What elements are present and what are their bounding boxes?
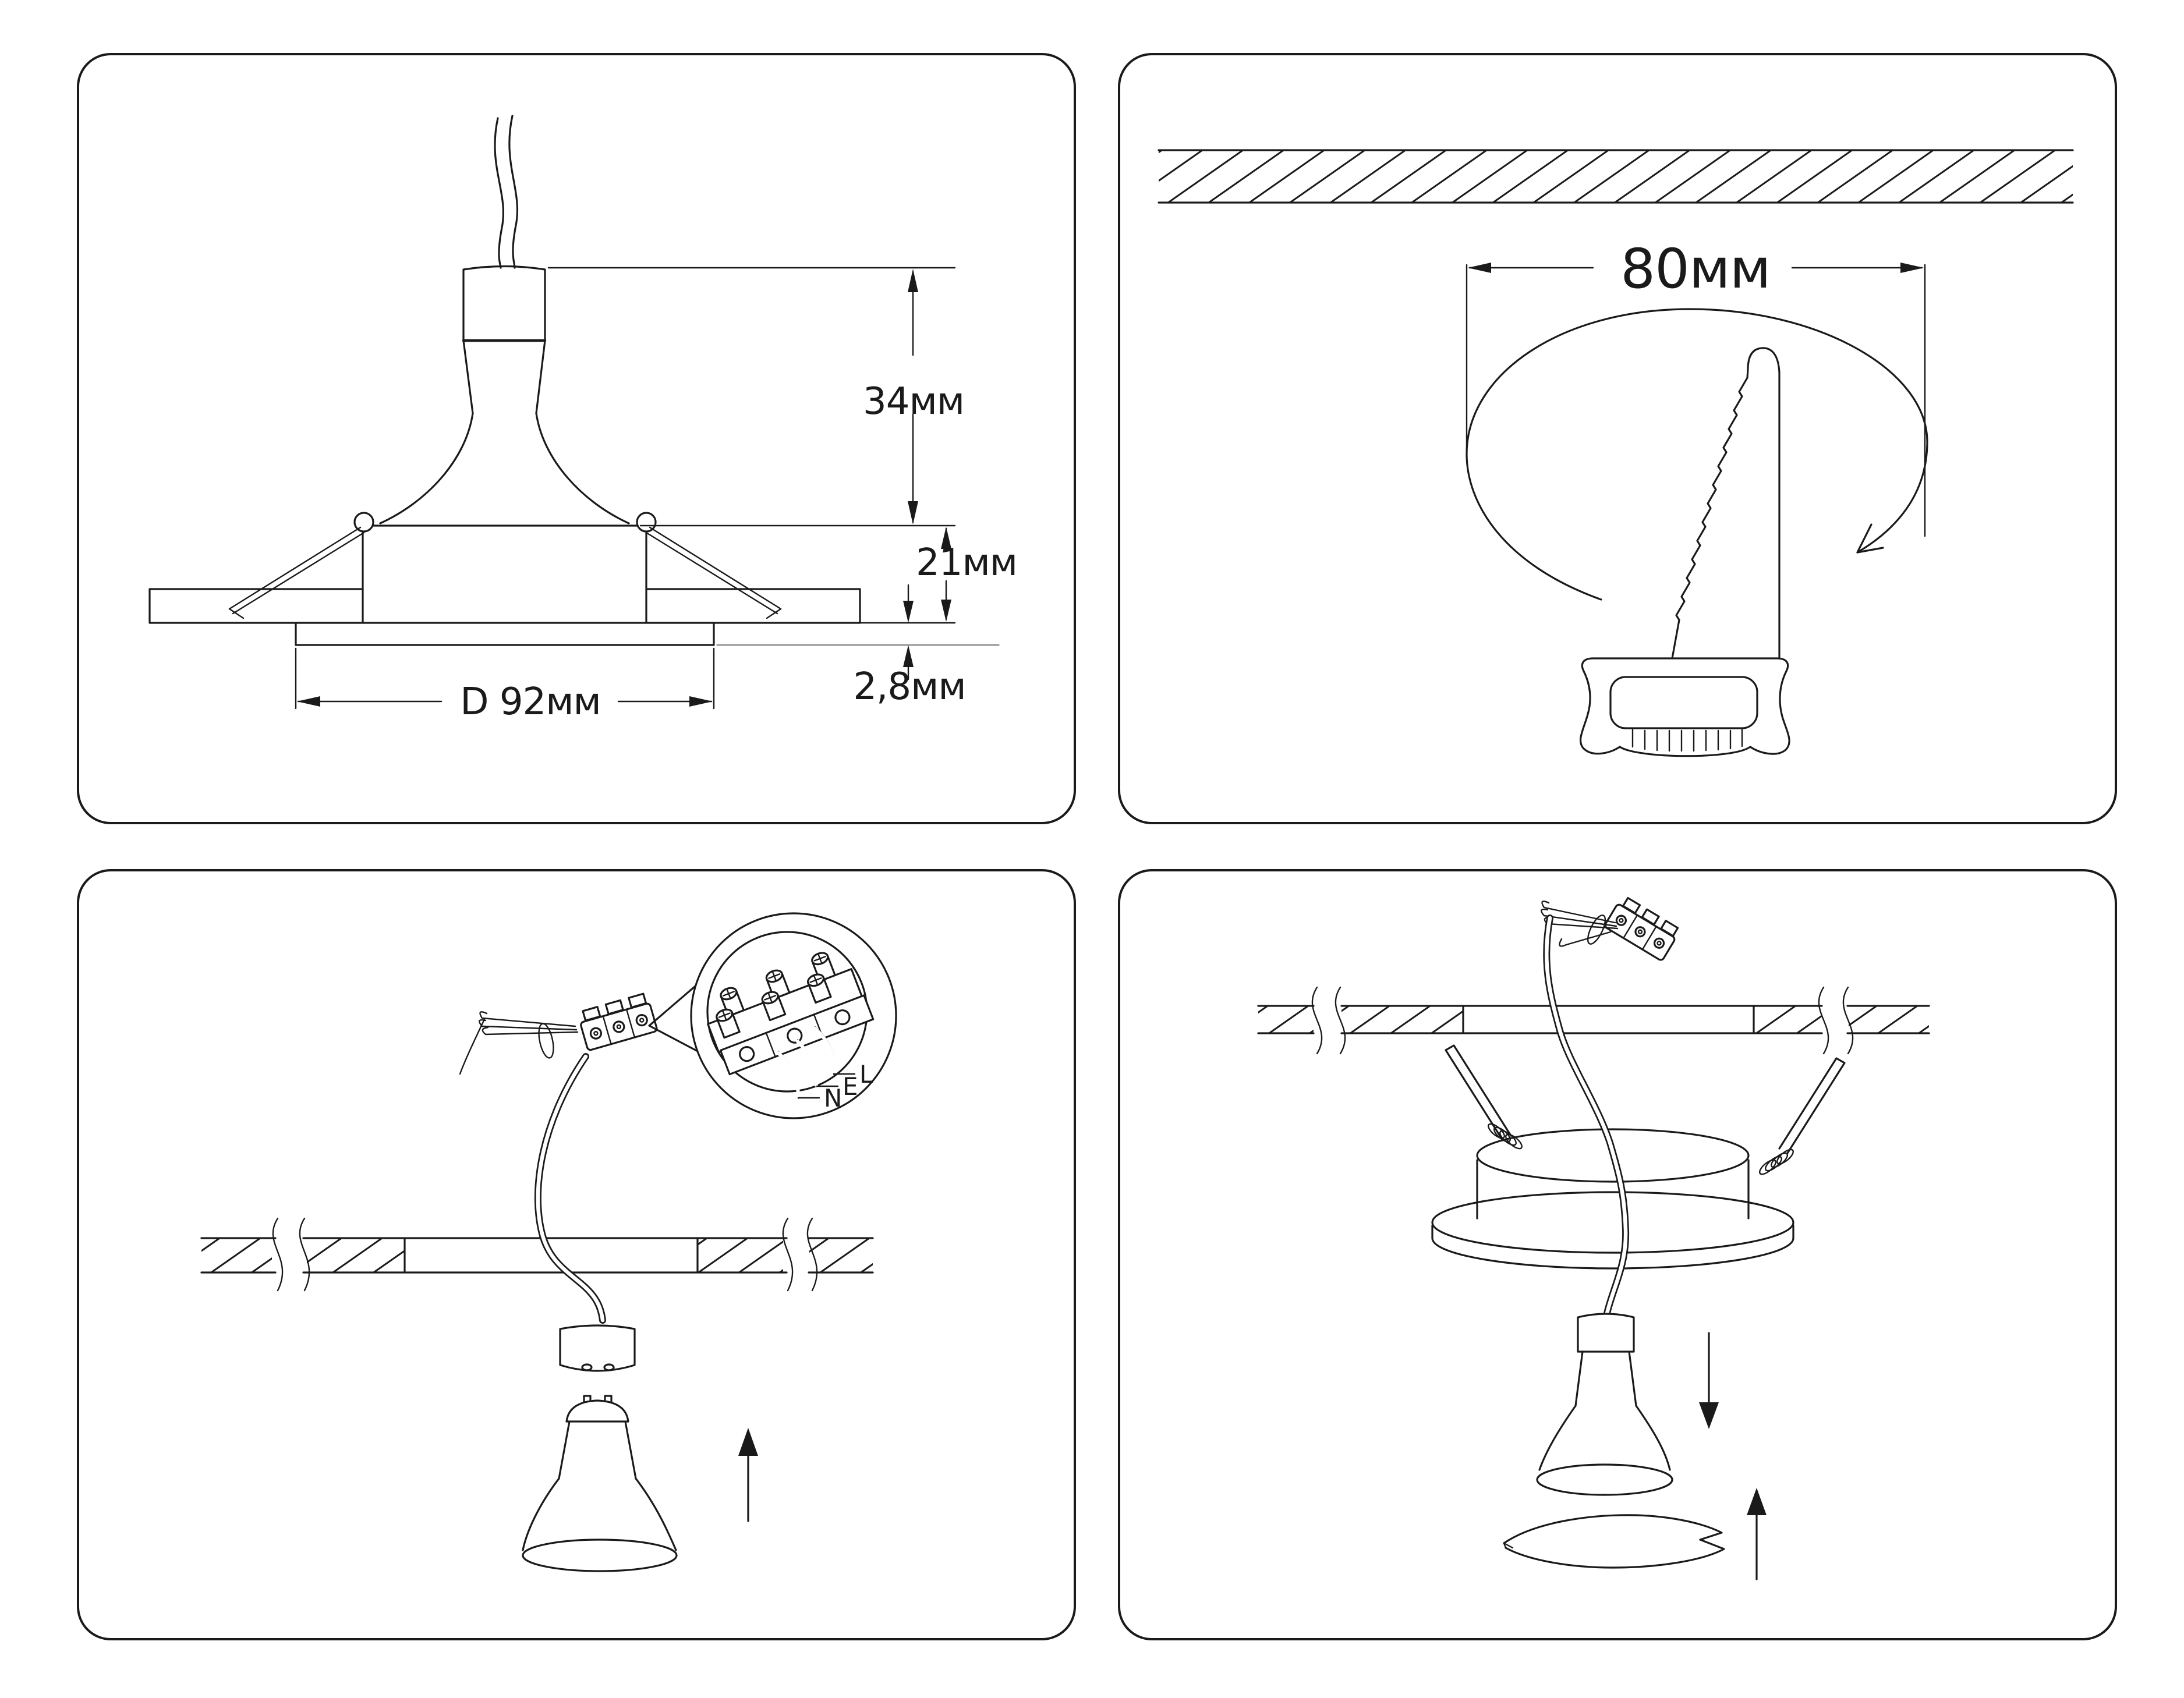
dimension-2-8mm	[717, 585, 999, 708]
panel-hole-cutting	[1118, 53, 2117, 824]
label-21mm: 21мм	[916, 541, 1017, 584]
drywall-saw-icon	[1581, 348, 1790, 756]
dimension-80mm	[1467, 237, 1925, 536]
rotation-ellipse-arrow	[1467, 309, 1927, 600]
break-line	[783, 1218, 792, 1291]
label-terminal-n: N	[824, 1084, 843, 1112]
dimension-34mm	[548, 268, 964, 526]
dimension-d92mm	[296, 648, 714, 724]
terminal-block-small	[460, 992, 657, 1074]
panel-wiring	[77, 869, 1076, 1640]
break-line	[273, 1218, 282, 1291]
wiring-drawing	[77, 869, 1076, 1640]
break-line	[1312, 987, 1322, 1054]
supply-cable	[538, 1057, 603, 1320]
panel-fixture-dimensions	[77, 53, 1076, 824]
spring-wire-right	[646, 527, 781, 618]
spring-wire-left	[229, 527, 364, 618]
magnifier-circle	[649, 913, 896, 1118]
label-terminal-e: E	[843, 1072, 858, 1101]
wire-wrap-loop	[536, 1022, 556, 1059]
spring-clip-right	[1757, 1058, 1845, 1176]
trim-cover-ring	[1504, 1515, 1724, 1568]
hole-cutting-drawing	[1118, 53, 2117, 824]
lamp-socket	[560, 1325, 635, 1371]
label-2-8mm: 2,8мм	[853, 665, 966, 708]
mounting-drawing	[1118, 869, 2117, 1640]
trim-up-arrow	[1747, 1488, 1767, 1579]
panel-lamp-mounting	[1118, 869, 2117, 1640]
trim-ring	[296, 623, 714, 645]
gu10-lamp	[1537, 1314, 1672, 1495]
dimension-21mm	[860, 527, 1017, 623]
ceiling-band	[1159, 150, 2073, 203]
downlight-cross-section	[355, 267, 656, 590]
label-34mm: 34мм	[863, 380, 964, 423]
ceiling-section	[150, 589, 860, 623]
terminal-block-small	[1541, 895, 1681, 961]
gu10-lamp	[523, 1396, 677, 1571]
ceiling-section	[201, 1218, 873, 1291]
fixture-dimensions-drawing	[77, 53, 1076, 824]
supply-wire	[495, 116, 518, 268]
wire-bundle	[460, 1012, 578, 1074]
spring-clip-left	[1446, 1045, 1524, 1151]
ceiling-section	[1258, 987, 1929, 1054]
supply-cable	[1546, 918, 1626, 1313]
insert-up-arrow	[738, 1428, 758, 1521]
wire-wrap-loop	[1584, 913, 1609, 946]
label-80mm: 80мм	[1620, 237, 1771, 301]
lamp-down-arrow	[1699, 1333, 1719, 1429]
label-terminal-l: L	[859, 1060, 873, 1089]
label-d92mm: D 92мм	[460, 680, 601, 724]
